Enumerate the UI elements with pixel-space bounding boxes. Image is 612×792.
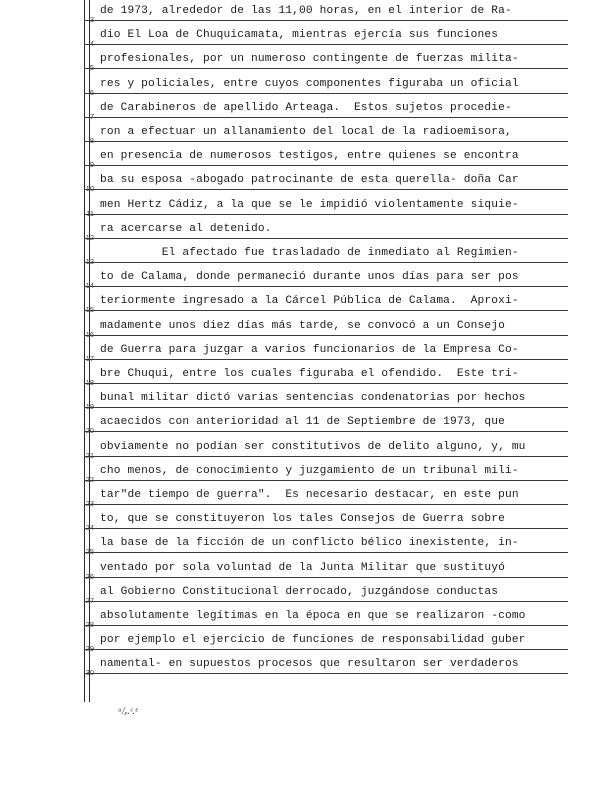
ruled-line (84, 20, 568, 21)
ruled-line (84, 286, 568, 287)
text-line: de Carabineros de apellido Arteaga. Estos sujetos procedie- (100, 101, 512, 114)
ruled-line (84, 601, 568, 602)
ruled-line (84, 68, 568, 69)
ruled-line (84, 117, 568, 118)
text-line: absolutamente legítimas en la época en que se realizaron -como (100, 610, 526, 622)
ruled-line (84, 504, 568, 505)
text-line: to, que se constituyeron los tales Consejos de Guerra sobre (100, 513, 505, 526)
line-number: 3 (89, 15, 94, 24)
line-number: 8 (89, 136, 94, 145)
line-number: 28 (85, 620, 94, 629)
text-line: al Gobierno Constitucional derrocado, juzgándose conductas (100, 585, 499, 598)
line-number: 14 (85, 281, 94, 291)
text-line: dio El Loa de Chuquicamata, mientras ejercía sus funciones (100, 29, 499, 42)
line-number: 11 (86, 208, 94, 218)
ruled-line (84, 431, 568, 432)
line-number: 18 (85, 378, 94, 387)
line-number: 22 (85, 474, 94, 484)
text-line: de 1973, alrededor de las 11,00 horas, en el interior de Ra- (100, 5, 512, 17)
text-line: res y policiales, entre cuyos componentes figuraba un oficial (100, 77, 519, 90)
line-number: 12 (85, 232, 94, 242)
line-number: 15 (85, 305, 94, 315)
ruled-line (84, 165, 568, 166)
line-number: 7 (89, 111, 94, 121)
text-line: ron a efectuar un allanamiento del local de la radioemisora, (100, 126, 512, 138)
text-line: teriormente ingresado a la Cárcel Pública de Calama. Aproxi- (100, 295, 519, 308)
line-number: 13 (85, 257, 94, 266)
ruled-line (84, 238, 568, 239)
text-line: obviamente no podían ser constitutivos de delito alguno, y, mu (100, 440, 526, 453)
line-number: 4 (89, 39, 94, 49)
ruled-line (84, 262, 568, 263)
footer-mark: ᵃ/ₑ.ᶜ.ᵉ (118, 706, 138, 717)
ruled-line (84, 480, 568, 481)
text-line: por ejemplo el ejercicio de funciones de responsabilidad guber (100, 634, 526, 647)
line-number: 16 (85, 329, 94, 339)
text-line: bunal militar dictó varias sentencias condenatorias por hechos (100, 392, 526, 405)
text-line: ventado por sola voluntad de la Junta Militar que sustituyó (100, 561, 505, 574)
ruled-line (84, 528, 568, 529)
text-line: madamente unos diez días más tarde, se convocó a un Consejo (100, 319, 505, 332)
line-number: 23 (85, 499, 94, 508)
ruled-line (84, 673, 568, 674)
line-number: 27 (85, 595, 94, 605)
ruled-line (84, 359, 568, 360)
line-number: 21 (85, 450, 94, 460)
line-number: 24 (85, 523, 94, 533)
text-line: to de Calama, donde permaneció durante unos días para ser pos (100, 271, 519, 284)
ruled-line (84, 456, 568, 457)
ruled-line (84, 93, 568, 94)
ruled-line (84, 310, 568, 311)
text-line: de Guerra para juzgar a varios funcionarios de la Empresa Co- (100, 343, 519, 356)
line-number: 10 (85, 184, 94, 194)
ruled-line (84, 383, 568, 384)
line-number: 5 (89, 63, 94, 73)
ruled-line (84, 189, 568, 190)
text-line: El afectado fue trasladado de inmediato al Regimien- (100, 247, 519, 259)
line-number: 29 (85, 644, 94, 654)
ruled-line (84, 44, 568, 45)
ruled-line (84, 577, 568, 578)
ruled-line (84, 625, 568, 626)
text-line: namental- en supuestos procesos que resultaron ser verdaderos (100, 658, 519, 671)
ruled-line (84, 214, 568, 215)
line-number: 25 (85, 547, 94, 557)
ruled-line (84, 407, 568, 408)
ruled-line (84, 552, 568, 553)
line-number: 19 (85, 402, 94, 412)
text-line: acaecidos con anterioridad al 11 de Septiembre de 1973, que (100, 416, 505, 429)
text-line: la base de la ficción de un conflicto bélico inexistente, in- (100, 537, 519, 550)
line-number: 20 (85, 426, 94, 436)
ruled-line (84, 335, 568, 336)
text-line: en presencia de numerosos testigos, entre quienes se encontra (100, 150, 519, 163)
text-line: men Hertz Cádiz, a la que se le impidió violentamente siquie- (100, 198, 519, 211)
line-number: 30 (85, 668, 94, 678)
line-number: 17 (85, 353, 94, 363)
line-number: 26 (85, 571, 94, 581)
text-line: profesionales, por un numeroso contingente de fuerzas milita- (100, 53, 519, 66)
text-line: ba su esposa -abogado patrocinante de esta querella- doña Car (100, 174, 519, 187)
text-line: cho menos, de conocimiento y juzgamiento de un tribunal mili- (100, 464, 519, 477)
ruled-line (84, 649, 568, 650)
ruled-line (84, 141, 568, 142)
line-number: 9 (89, 160, 94, 170)
line-number: 6 (89, 87, 94, 97)
text-line: tar"de tiempo de guerra". Es necesario destacar, en este pun (100, 489, 519, 501)
text-line: ra acercarse al detenido. (100, 222, 272, 235)
text-line: bre Chuqui, entre los cuales figuraba el ofendido. Este tri- (100, 368, 519, 380)
